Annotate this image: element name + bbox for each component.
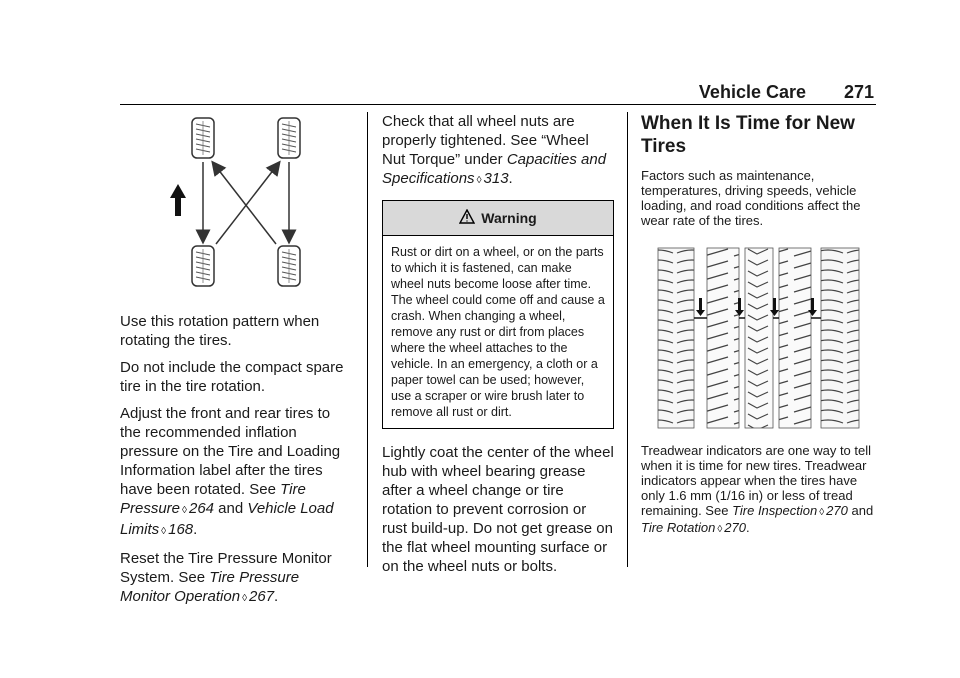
- xref-tire-rotation[interactable]: Tire Rotation: [641, 520, 716, 535]
- forward-arrow-icon: [170, 184, 186, 216]
- ref-arrow-icon: ◊: [819, 507, 825, 518]
- paragraph: Reset the Tire Pressure Monitor System. See Tire Pressure Monitor Operation ◊ 267.: [120, 550, 332, 605]
- tire-rotation-diagram: [120, 112, 352, 312]
- section-heading: When It Is Time for New Tires: [641, 113, 855, 157]
- column-rule: [367, 112, 368, 567]
- ref-arrow-icon: ◊: [182, 505, 187, 516]
- page-header: [120, 82, 876, 106]
- ref-arrow-icon: ◊: [717, 524, 723, 535]
- tire-rear-right: [278, 246, 300, 286]
- paragraph: Factors such as maintenance, temperatures, driving speeds, vehicle loading, and road conditions affect the wear rate of the tires.: [641, 168, 861, 228]
- warning-title: Warning: [481, 210, 537, 226]
- ref-arrow-icon: ◊: [476, 175, 482, 186]
- treadwear-indicator-diagram: [641, 246, 876, 431]
- tire-rear-left: [192, 246, 214, 286]
- header-rule: [120, 104, 876, 105]
- warning-body: Rust or dirt on a wheel, or on the parts to which it is fastened, can make wheel nuts become loose after time. The wheel could come off and cause a crash. When changing a wheel, remove any rust or dirt from places where the wheel attaches to the vehicle. In an emergency, a cloth or a paper towel can be used; however, use a scraper or wire brush later to remove all rust or dirt.: [391, 245, 605, 419]
- section-title: Vehicle Care: [698, 82, 806, 102]
- xref-tire-inspection[interactable]: Tire Inspection: [732, 503, 818, 518]
- paragraph: Do not include the compact spare tire in the tire rotation.: [120, 359, 344, 395]
- paragraph: Use this rotation pattern when rotating the tires.: [120, 313, 320, 349]
- tread-svg: [641, 246, 876, 431]
- warning-header: [383, 201, 613, 236]
- xref-capacities-specs[interactable]: Capacities and Specifications: [382, 151, 607, 187]
- xref-tire-pressure[interactable]: Tire Pressure: [120, 481, 306, 517]
- warning-box: [382, 200, 614, 429]
- paragraph: Adjust the front and rear tires to the recommended inflation pressure on the Tire and Loading Information label after the tires have been rotated. See Tire Pressure ◊ 264 and Vehicle Load Limits ◊ 168.: [120, 405, 341, 538]
- column-rule: [627, 112, 628, 567]
- ref-arrow-icon: ◊: [242, 593, 248, 604]
- paragraph: Lightly coat the center of the wheel hub with wheel bearing grease after a wheel change or tire rotation to prevent corrosion or rust build-up. Do not get grease on the flat wheel mounting surface or on the wheel nuts or bolts.: [382, 444, 614, 575]
- tire-rotation-svg: [120, 112, 352, 312]
- column-2: [382, 112, 614, 584]
- xref-vehicle-load-limits[interactable]: Vehicle Load Limits: [120, 500, 334, 538]
- tire-front-right: [278, 118, 300, 158]
- page-number: 271: [843, 82, 874, 102]
- column-1: [120, 112, 352, 616]
- paragraph: Check that all wheel nuts are properly tightened. See “Wheel Nut Torque” under Capacities and Specifications ◊ 313.: [382, 113, 607, 187]
- paragraph: Treadwear indicators are one way to tell when it is time for new tires. Treadwear indicators appear when the tires have only 1.6 mm (1/16 in) or less of tread remaining. See Tire Inspection ◊ 270 and Tire Rotation ◊ 270.: [641, 443, 874, 535]
- warning-triangle-icon: [459, 209, 475, 227]
- tire-front-left: [192, 118, 214, 158]
- xref-tpms-operation[interactable]: Tire Pressure Monitor Operation: [120, 569, 300, 605]
- column-3: [641, 112, 876, 545]
- ref-arrow-icon: ◊: [161, 526, 167, 537]
